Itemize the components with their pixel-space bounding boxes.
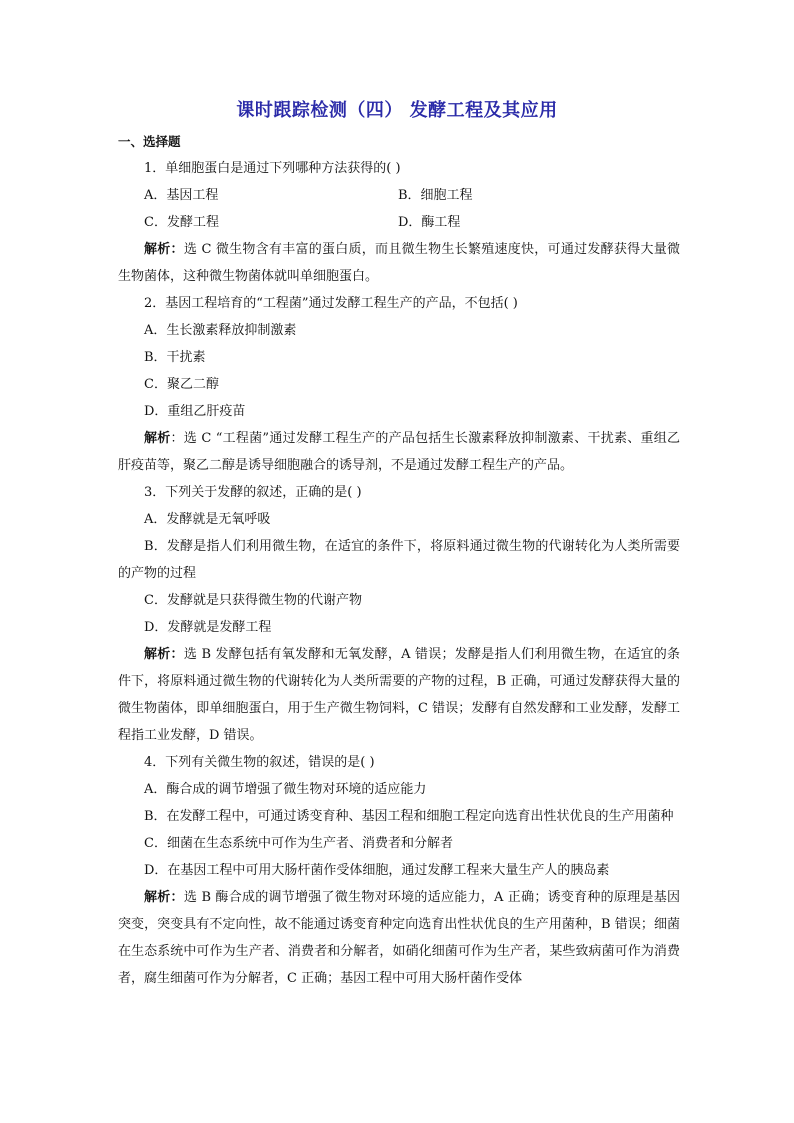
question-1-option-d: D．酶工程 — [398, 215, 461, 230]
question-1-stem: 1．单细胞蛋白是通过下列哪种方法获得的( ) — [144, 161, 401, 176]
question-2-option-a: A．生长激素释放抑制激素 — [144, 323, 297, 338]
question-3-option-c: C．发酵就是只获得微生物的代谢产物 — [144, 593, 362, 608]
question-2-option-c: C．聚乙二醇 — [144, 377, 219, 392]
question-4-stem: 4．下列有关微生物的叙述，错误的是( ) — [144, 755, 375, 770]
question-1-option-c: C．发酵工程 — [144, 215, 219, 230]
analysis-text: 选 B 发酵包括有氧发酵和无氧发酵，A 错误；发酵是指人们利用微生物，在适宜的条件下，将原料通过微生物的代谢转化为人类所需要的产物的过程，B 正确，可通过发酵获得大量的微生物菌体，即单细胞蛋白，用于生产微生物饲料，C 错误；发酵有自然发酵和工业发酵，发酵工程指工业发酵，D 错误。 — [118, 647, 680, 743]
analysis-text: 选 B 酶合成的调节增强了微生物对环境的适应能力，A 正确；诱变育种的原理是基因突变，突变具有不定向性，故不能通过诱变育种定向选育出性状优良的生产用菌种，B 错误；细菌在生态系统中可作为生产者、消费者和分解者，如硝化细菌可作为生产者，某些致病菌可作为消费者，腐生细菌可作为分解者，C 正确；基因工程中可用大肠杆菌作受体 — [118, 890, 680, 986]
question-1-options-ab — [118, 182, 680, 209]
question-3-analysis — [118, 641, 680, 749]
question-content — [118, 128, 680, 992]
page-title: 课时跟踪检测（四） 发酵工程及其应用 — [236, 100, 558, 121]
section-heading: 一、选择题 — [118, 134, 181, 149]
question-4-option-b: B．在发酵工程中，可通过诱变育种、基因工程和细胞工程定向选育出性状优良的生产用菌种 — [144, 809, 674, 824]
question-3-option-b: B．发酵是指人们利用微生物，在适宜的条件下，将原料通过微生物的代谢转化为人类所需要的产物的过程 — [118, 539, 680, 581]
question-4-option-c: C．细菌在生态系统中可作为生产者、消费者和分解者 — [144, 836, 453, 851]
analysis-text: 选 C 微生物含有丰富的蛋白质，而且微生物生长繁殖速度快，可通过发酵获得大量微生物菌体，这种微生物菌体就叫单细胞蛋白。 — [118, 242, 680, 284]
analysis-label: 解析： — [144, 647, 184, 662]
question-4-option-a: A．酶合成的调节增强了微生物对环境的适应能力 — [144, 782, 427, 797]
analysis-text: ：选 C “工程菌”通过发酵工程生产的产品包括生长激素释放抑制激素、干扰素、重组乙肝疫苗等，聚乙二醇是诱导细胞融合的诱导剂，不是通过发酵工程生产的产品。 — [118, 431, 680, 473]
question-1-options-cd — [118, 209, 680, 236]
question-2-option-d: D．重组乙肝疫苗 — [144, 404, 246, 419]
question-3-option-a: A．发酵就是无氧呼吸 — [144, 512, 271, 527]
question-3-stem: 3．下列关于发酵的叙述，正确的是( ) — [144, 485, 362, 500]
analysis-label: 解析 — [144, 431, 171, 446]
analysis-label: 解析： — [144, 890, 184, 905]
question-4-analysis — [118, 884, 680, 992]
question-2-stem: 2．基因工程培育的“工程菌”通过发酵工程生产的产品，不包括( ) — [144, 296, 518, 311]
question-2-option-b: B．干扰素 — [144, 350, 206, 365]
question-3-option-d: D．发酵就是发酵工程 — [144, 620, 272, 635]
question-2-analysis — [118, 425, 680, 479]
analysis-label: 解析： — [144, 242, 184, 257]
question-1-analysis — [118, 236, 680, 290]
question-1-option-a: A．基因工程 — [144, 188, 219, 203]
question-1-option-b: B．细胞工程 — [398, 188, 473, 203]
question-4-option-d: D．在基因工程中可用大肠杆菌作受体细胞，通过发酵工程来大量生产人的胰岛素 — [144, 863, 610, 878]
